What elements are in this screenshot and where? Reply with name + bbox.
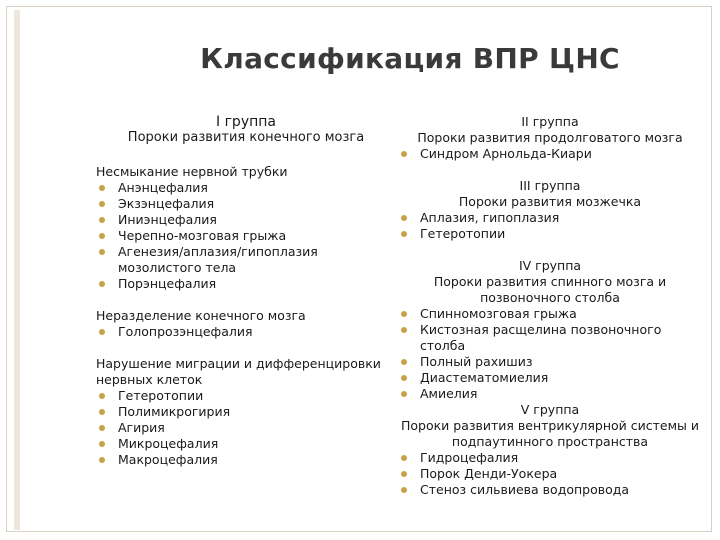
group-subtitle: Пороки развития спинного мозга и позвоночного столба xyxy=(433,274,667,305)
group-subtitle: Пороки развития вентрикулярной системы и подпаутинного пространства xyxy=(400,418,700,449)
list-item: Анэнцефалия xyxy=(96,180,396,196)
left-column xyxy=(96,114,396,468)
list-item: Порэнцефалия xyxy=(96,276,396,292)
list-item: Гетеротопии xyxy=(96,388,396,404)
list-item: Стеноз сильвиева водопровода xyxy=(398,482,702,498)
bullet-list xyxy=(96,324,396,340)
group-subtitle: Пороки развития конечного мозга xyxy=(127,130,365,145)
bullet-list xyxy=(398,450,702,498)
bullet-list xyxy=(96,180,396,292)
list-item: Порок Денди-Уокера xyxy=(398,466,702,482)
list-item: Гетеротопии xyxy=(398,226,702,242)
list-item: Макроцефалия xyxy=(96,452,396,468)
group-subtitle: Пороки развития мозжечка xyxy=(458,194,642,209)
right-column xyxy=(398,114,702,498)
list-item: Диастематомиелия xyxy=(398,370,702,386)
bullet-list xyxy=(398,306,702,402)
list-item: Спинномозговая грыжа xyxy=(398,306,702,322)
list-item: Агенезия/аплазия/гипоплазия мозолистого тела xyxy=(96,244,396,276)
list-item: Черепно-мозговая грыжа xyxy=(96,228,396,244)
section-label: Несмыкание нервной трубки xyxy=(96,164,288,179)
bullet-list xyxy=(398,146,702,162)
list-item: Полимикрогирия xyxy=(96,404,396,420)
list-item: Гидроцефалия xyxy=(398,450,702,466)
list-item: Агирия xyxy=(96,420,396,436)
section-label: Неразделение конечного мозга xyxy=(96,308,306,323)
bullet-list xyxy=(398,210,702,242)
list-item: Экзэнцефалия xyxy=(96,196,396,212)
group-heading: I группа xyxy=(216,114,276,130)
list-item: Иниэнцефалия xyxy=(96,212,396,228)
group-heading: III группа xyxy=(519,178,581,193)
group-heading: IV группа xyxy=(518,258,582,273)
list-item: Голопрозэнцефалия xyxy=(96,324,396,340)
list-item: Синдром Арнольда-Киари xyxy=(398,146,702,162)
group-heading: V группа xyxy=(520,402,580,417)
list-item: Микроцефалия xyxy=(96,436,396,452)
bullet-list xyxy=(96,388,396,468)
slide-title: Классификация ВПР ЦНС xyxy=(200,42,620,75)
list-item: Аплазия, гипоплазия xyxy=(398,210,702,226)
list-item: Амиелия xyxy=(398,386,702,402)
list-item: Кистозная расщелина позвоночного столба xyxy=(398,322,702,354)
section-label: Нарушение миграции и дифференцировки нервных клеток xyxy=(96,356,381,387)
list-item: Полный рахишиз xyxy=(398,354,702,370)
group-heading: II группа xyxy=(521,114,579,129)
group-subtitle: Пороки развития продолговатого мозга xyxy=(417,130,683,145)
decorative-bar xyxy=(14,10,20,530)
